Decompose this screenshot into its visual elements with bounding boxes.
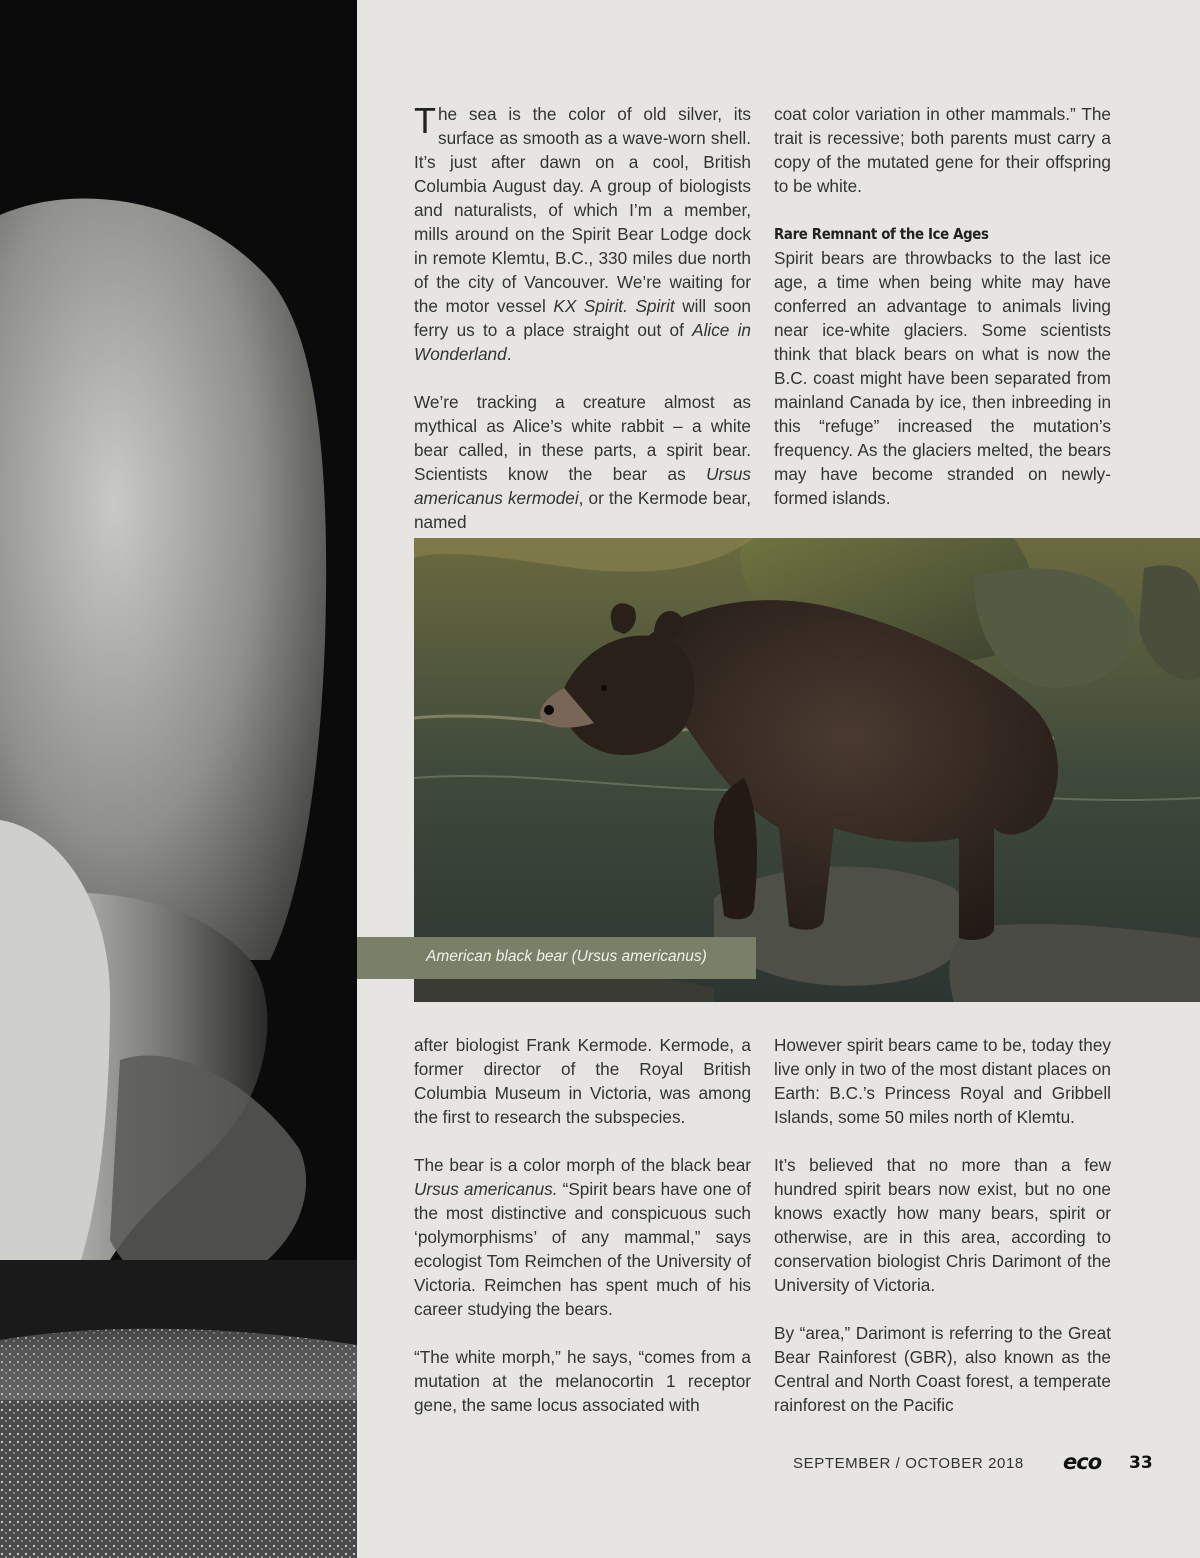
paragraph: “The white morph,” he says, “comes from a mutation at the melanocortin 1 receptor gene, the same locus associated with	[414, 1347, 751, 1415]
spirit-bear-photo	[0, 0, 357, 1558]
black-bear-photo	[414, 538, 1200, 1002]
drop-cap: T	[414, 100, 436, 141]
paragraph: By “area,” Darimont is referring to the Great Bear Rainforest (GBR), also known as the Central and North Coast forest, a temperate rainforest on the Pacific	[774, 1323, 1111, 1415]
paragraph	[414, 1153, 751, 1321]
text-run: will soon ferry us to a place straight out of	[414, 296, 751, 340]
paragraph: after biologist Frank Kermode. Kermode, a former director of the Royal British Columbia Museum in Victoria, was among the first to research the subspecies.	[414, 1035, 751, 1127]
paragraph: However spirit bears came to be, today they live only in two of the most distant places on Earth: B.C.’s Princess Royal and Gribbell Islands, some 50 miles north of Klemtu.	[774, 1035, 1111, 1127]
text-run: .	[506, 344, 512, 364]
text-run: he sea is the color of old silver, its surface as smooth as a wave-worn shell. It’s just after dawn on a cool, British Columbia August day. A group of biologists and naturalists, of which I’m a member, mills around on the Spirit Bear Lodge dock in remote Klemtu, B.C., 330 miles due north of the city of Vancouver. We’re waiting for the motor vessel	[414, 104, 751, 316]
book-title: Alice in Wonderland	[414, 320, 751, 364]
page-number: 33	[1129, 1453, 1153, 1473]
text-run: We’re tracking a creature almost as mythical as Alice’s white rabbit – a white bear called, in these parts, a spirit bear. Scientists know the bear as	[414, 392, 751, 484]
text-run: The bear is a color morph of the black bear	[414, 1155, 751, 1175]
article-column-4	[774, 1033, 1111, 1417]
paragraph: Spirit bears are throwbacks to the last ice age, a time when being white may have conferred an advantage to animals living near ice-white glaciers. Some scientists think that black bears on what is now the B.C. coast might have been separated from mainland Canada by ice, then inbreeding in this “refuge” increased the mutation’s frequency. As the glaciers melted, the bears may have become stranded on newly-formed islands.	[774, 248, 1111, 508]
article-column-2	[774, 102, 1111, 510]
magazine-logo: eco	[1063, 1450, 1102, 1474]
text-run: “Spirit bears have one of the most distinctive and conspicuous such ‘polymorphisms’ of any mammal,” says ecologist Tom Reimchen of the University of Victoria. Reimchen has spent much of his career studying the bears.	[414, 1179, 751, 1319]
paragraph	[414, 102, 751, 366]
vessel-name-short: Spirit	[635, 296, 675, 316]
article-column-3	[414, 1033, 751, 1417]
text-run: , or the Kermode bear, named	[414, 488, 751, 532]
issue-date: SEPTEMBER / OCTOBER 2018	[793, 1455, 1024, 1472]
article-column-1	[414, 102, 751, 534]
section-heading: Rare Remnant of the Ice Ages	[774, 225, 989, 243]
photo-caption: American black bear (Ursus americanus)	[426, 948, 707, 965]
paragraph: It’s believed that no more than a few hundred spirit bears now exist, but no one knows exactly how many bears, spirit or otherwise, are in this area, according to conservation biologist Chris Darimont of the University of Victoria.	[774, 1155, 1111, 1295]
species-name: Ursus americanus kermodei	[414, 464, 751, 508]
spirit-bear-illustration	[0, 0, 357, 1558]
paragraph	[414, 390, 751, 534]
species-name: Ursus americanus.	[414, 1179, 558, 1199]
black-bear-illustration	[414, 538, 1200, 1002]
vessel-name: KX Spirit.	[553, 296, 628, 316]
paragraph: coat color variation in other mammals.” The trait is recessive; both parents must carry a copy of the mutated gene for their offspring to be white.	[774, 104, 1111, 196]
